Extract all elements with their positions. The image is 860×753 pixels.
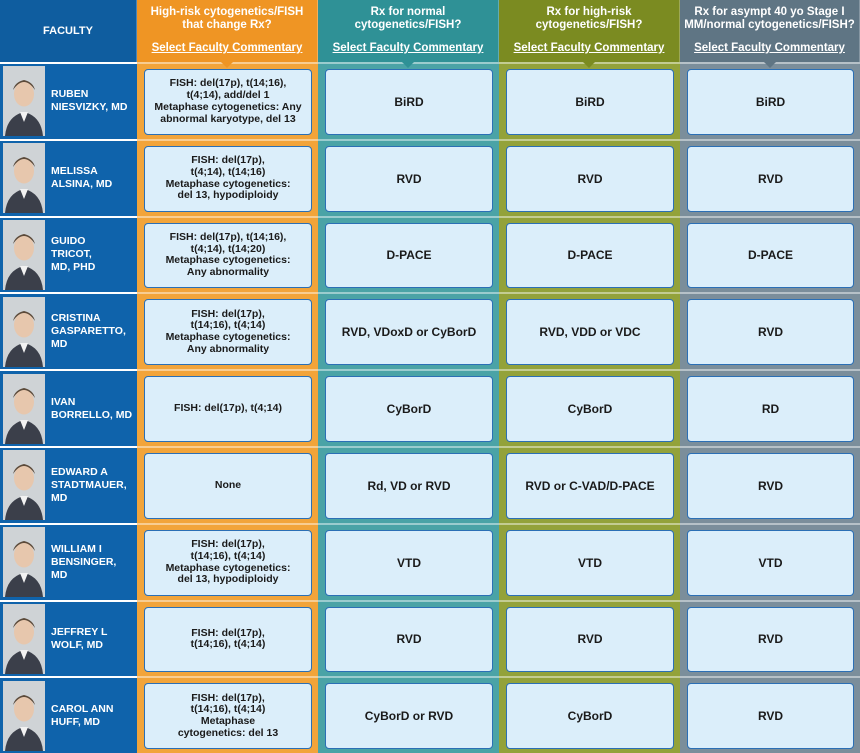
answer-box[interactable]: FISH: del(17p), t(14;16), t(4;14), t(14;20) Metaphase cytogenetics: Any abnormality [144, 223, 312, 289]
faculty-photo [3, 66, 45, 136]
answer-box[interactable]: RVD [687, 607, 854, 673]
faculty-member [0, 62, 137, 139]
cell-rx-asymptomatic [680, 369, 860, 446]
faculty-header-label: FACULTY [43, 24, 93, 37]
cell-rx-normal [318, 600, 499, 677]
cell-rx-asymptomatic [680, 292, 860, 369]
cell-rx-asymptomatic [680, 446, 860, 523]
answer-box[interactable]: BiRD [325, 69, 493, 135]
cell-rx-high-risk [499, 523, 680, 600]
pointer-notch [221, 62, 233, 68]
cell-high-risk-cytogenetics [137, 139, 318, 216]
portrait-placeholder-icon [3, 450, 45, 520]
cell-rx-asymptomatic [680, 676, 860, 753]
faculty-name: RUBEN NIESVIZKY, MD [51, 88, 128, 114]
cell-rx-high-risk [499, 139, 680, 216]
faculty-member [0, 446, 137, 523]
answer-box[interactable]: CyBorD [325, 376, 493, 442]
answer-box[interactable]: FISH: del(17p), t(4;14), t(14;16) Metaphase cytogenetics: del 13, hypodiploidy [144, 146, 312, 212]
portrait-placeholder-icon [3, 604, 45, 674]
portrait-placeholder-icon [3, 374, 45, 444]
answer-box[interactable]: D-PACE [506, 223, 674, 289]
faculty-photo [3, 527, 45, 597]
answer-box[interactable]: FISH: del(17p), t(14;16), t(4;14), add/del 1 Metaphase cytogenetics: Any abnormal karyotype, del 13 [144, 69, 312, 135]
faculty-name: GUIDO TRICOT, MD, PHD [51, 235, 96, 274]
cell-rx-high-risk [499, 676, 680, 753]
answer-box[interactable]: RD [687, 376, 854, 442]
portrait-placeholder-icon [3, 681, 45, 751]
cell-high-risk-cytogenetics [137, 600, 318, 677]
faculty-member [0, 139, 137, 216]
answer-box[interactable]: None [144, 453, 312, 519]
cell-high-risk-cytogenetics [137, 216, 318, 293]
answer-box[interactable]: D-PACE [325, 223, 493, 289]
faculty-member [0, 600, 137, 677]
column-header-title: Rx for high-risk cytogenetics/FISH? [535, 6, 643, 31]
cell-rx-high-risk [499, 216, 680, 293]
cell-rx-asymptomatic [680, 139, 860, 216]
column-header-title: Rx for asympt 40 yo Stage I MM/normal cytogenetics/FISH? [684, 6, 855, 31]
answer-box[interactable]: CyBorD [506, 683, 674, 749]
answer-box[interactable]: RVD [687, 453, 854, 519]
answer-box[interactable]: FISH: del(17p), t(14;16), t(4;14) Metaphase cytogenetics: del 13, hypodiploidy [144, 530, 312, 596]
cell-high-risk-cytogenetics [137, 369, 318, 446]
answer-box[interactable]: RVD, VDoxD or CyBorD [325, 299, 493, 365]
answer-box[interactable]: VTD [325, 530, 493, 596]
cell-high-risk-cytogenetics [137, 523, 318, 600]
faculty-photo [3, 450, 45, 520]
cell-rx-normal [318, 139, 499, 216]
answer-box[interactable]: FISH: del(17p), t(4;14) [144, 376, 312, 442]
cell-rx-normal [318, 369, 499, 446]
cell-rx-asymptomatic [680, 600, 860, 677]
cell-rx-normal [318, 292, 499, 369]
portrait-placeholder-icon [3, 297, 45, 367]
answer-box[interactable]: CyBorD or RVD [325, 683, 493, 749]
portrait-placeholder-icon [3, 220, 45, 290]
column-header-1 [137, 0, 318, 62]
portrait-placeholder-icon [3, 143, 45, 213]
cell-rx-asymptomatic [680, 62, 860, 139]
answer-box[interactable]: RVD [325, 607, 493, 673]
answer-box[interactable]: RVD [687, 146, 854, 212]
cell-rx-normal [318, 676, 499, 753]
answer-box[interactable]: RVD [325, 146, 493, 212]
answer-box[interactable]: FISH: del(17p), t(14;16), t(4;14) Metaphase cytogenetics: Any abnormality [144, 299, 312, 365]
cell-rx-normal [318, 216, 499, 293]
cell-rx-normal [318, 446, 499, 523]
answer-box[interactable]: RVD [506, 607, 674, 673]
answer-box[interactable]: BiRD [506, 69, 674, 135]
cell-high-risk-cytogenetics [137, 446, 318, 523]
cell-rx-asymptomatic [680, 523, 860, 600]
faculty-column-header [0, 0, 137, 62]
answer-box[interactable]: VTD [687, 530, 854, 596]
portrait-placeholder-icon [3, 66, 45, 136]
answer-box[interactable]: RVD or C-VAD/D-PACE [506, 453, 674, 519]
cell-rx-high-risk [499, 62, 680, 139]
column-header-2 [318, 0, 499, 62]
answer-box[interactable]: RVD [506, 146, 674, 212]
answer-box[interactable]: RVD, VDD or VDC [506, 299, 674, 365]
answer-box[interactable]: D-PACE [687, 223, 854, 289]
faculty-name: CAROL ANN HUFF, MD [51, 702, 114, 728]
cell-high-risk-cytogenetics [137, 62, 318, 139]
answer-box[interactable]: VTD [506, 530, 674, 596]
faculty-photo [3, 681, 45, 751]
pointer-notch [402, 62, 414, 68]
cell-high-risk-cytogenetics [137, 292, 318, 369]
column-header-title: High-risk cytogenetics/FISH that change Rx? [150, 6, 304, 31]
column-header-title: Rx for normal cytogenetics/FISH? [354, 6, 462, 31]
faculty-photo [3, 220, 45, 290]
faculty-name: CRISTINA GASPARETTO, MD [51, 312, 126, 351]
cell-rx-asymptomatic [680, 216, 860, 293]
select-faculty-commentary-link[interactable]: Select Faculty Commentary [151, 42, 303, 54]
cell-rx-normal [318, 523, 499, 600]
column-header-4 [680, 0, 860, 62]
faculty-name: WILLIAM I BENSINGER, MD [51, 542, 117, 581]
faculty-member [0, 369, 137, 446]
answer-box[interactable]: FISH: del(17p), t(14;16), t(4;14) [144, 607, 312, 673]
cell-high-risk-cytogenetics [137, 676, 318, 753]
answer-box[interactable]: RVD [687, 683, 854, 749]
select-faculty-commentary-link[interactable]: Select Faculty Commentary [694, 42, 845, 54]
pointer-notch [764, 62, 776, 68]
faculty-name: JEFFREY L WOLF, MD [51, 625, 108, 651]
cell-rx-high-risk [499, 600, 680, 677]
pointer-notch [583, 62, 595, 68]
faculty-photo [3, 297, 45, 367]
faculty-name: MELISSA ALSINA, MD [51, 165, 113, 191]
column-header-3 [499, 0, 680, 62]
faculty-member [0, 523, 137, 600]
cell-rx-normal [318, 62, 499, 139]
select-faculty-commentary-link[interactable]: Select Faculty Commentary [332, 42, 484, 54]
answer-box[interactable]: RVD [687, 299, 854, 365]
answer-box[interactable]: Rd, VD or RVD [325, 453, 493, 519]
cell-rx-high-risk [499, 369, 680, 446]
faculty-photo [3, 604, 45, 674]
faculty-member [0, 216, 137, 293]
faculty-member [0, 292, 137, 369]
cell-rx-high-risk [499, 446, 680, 523]
faculty-member [0, 676, 137, 753]
select-faculty-commentary-link[interactable]: Select Faculty Commentary [513, 42, 665, 54]
answer-box[interactable]: CyBorD [506, 376, 674, 442]
faculty-photo [3, 143, 45, 213]
portrait-placeholder-icon [3, 527, 45, 597]
answer-box[interactable]: BiRD [687, 69, 854, 135]
answer-box[interactable]: FISH: del(17p), t(14;16), t(4;14) Metaphase cytogenetics: del 13 [144, 683, 312, 749]
faculty-photo [3, 374, 45, 444]
faculty-name: EDWARD A STADTMAUER, MD [51, 465, 127, 504]
cell-rx-high-risk [499, 292, 680, 369]
faculty-name: IVAN BORRELLO, MD [51, 395, 133, 421]
